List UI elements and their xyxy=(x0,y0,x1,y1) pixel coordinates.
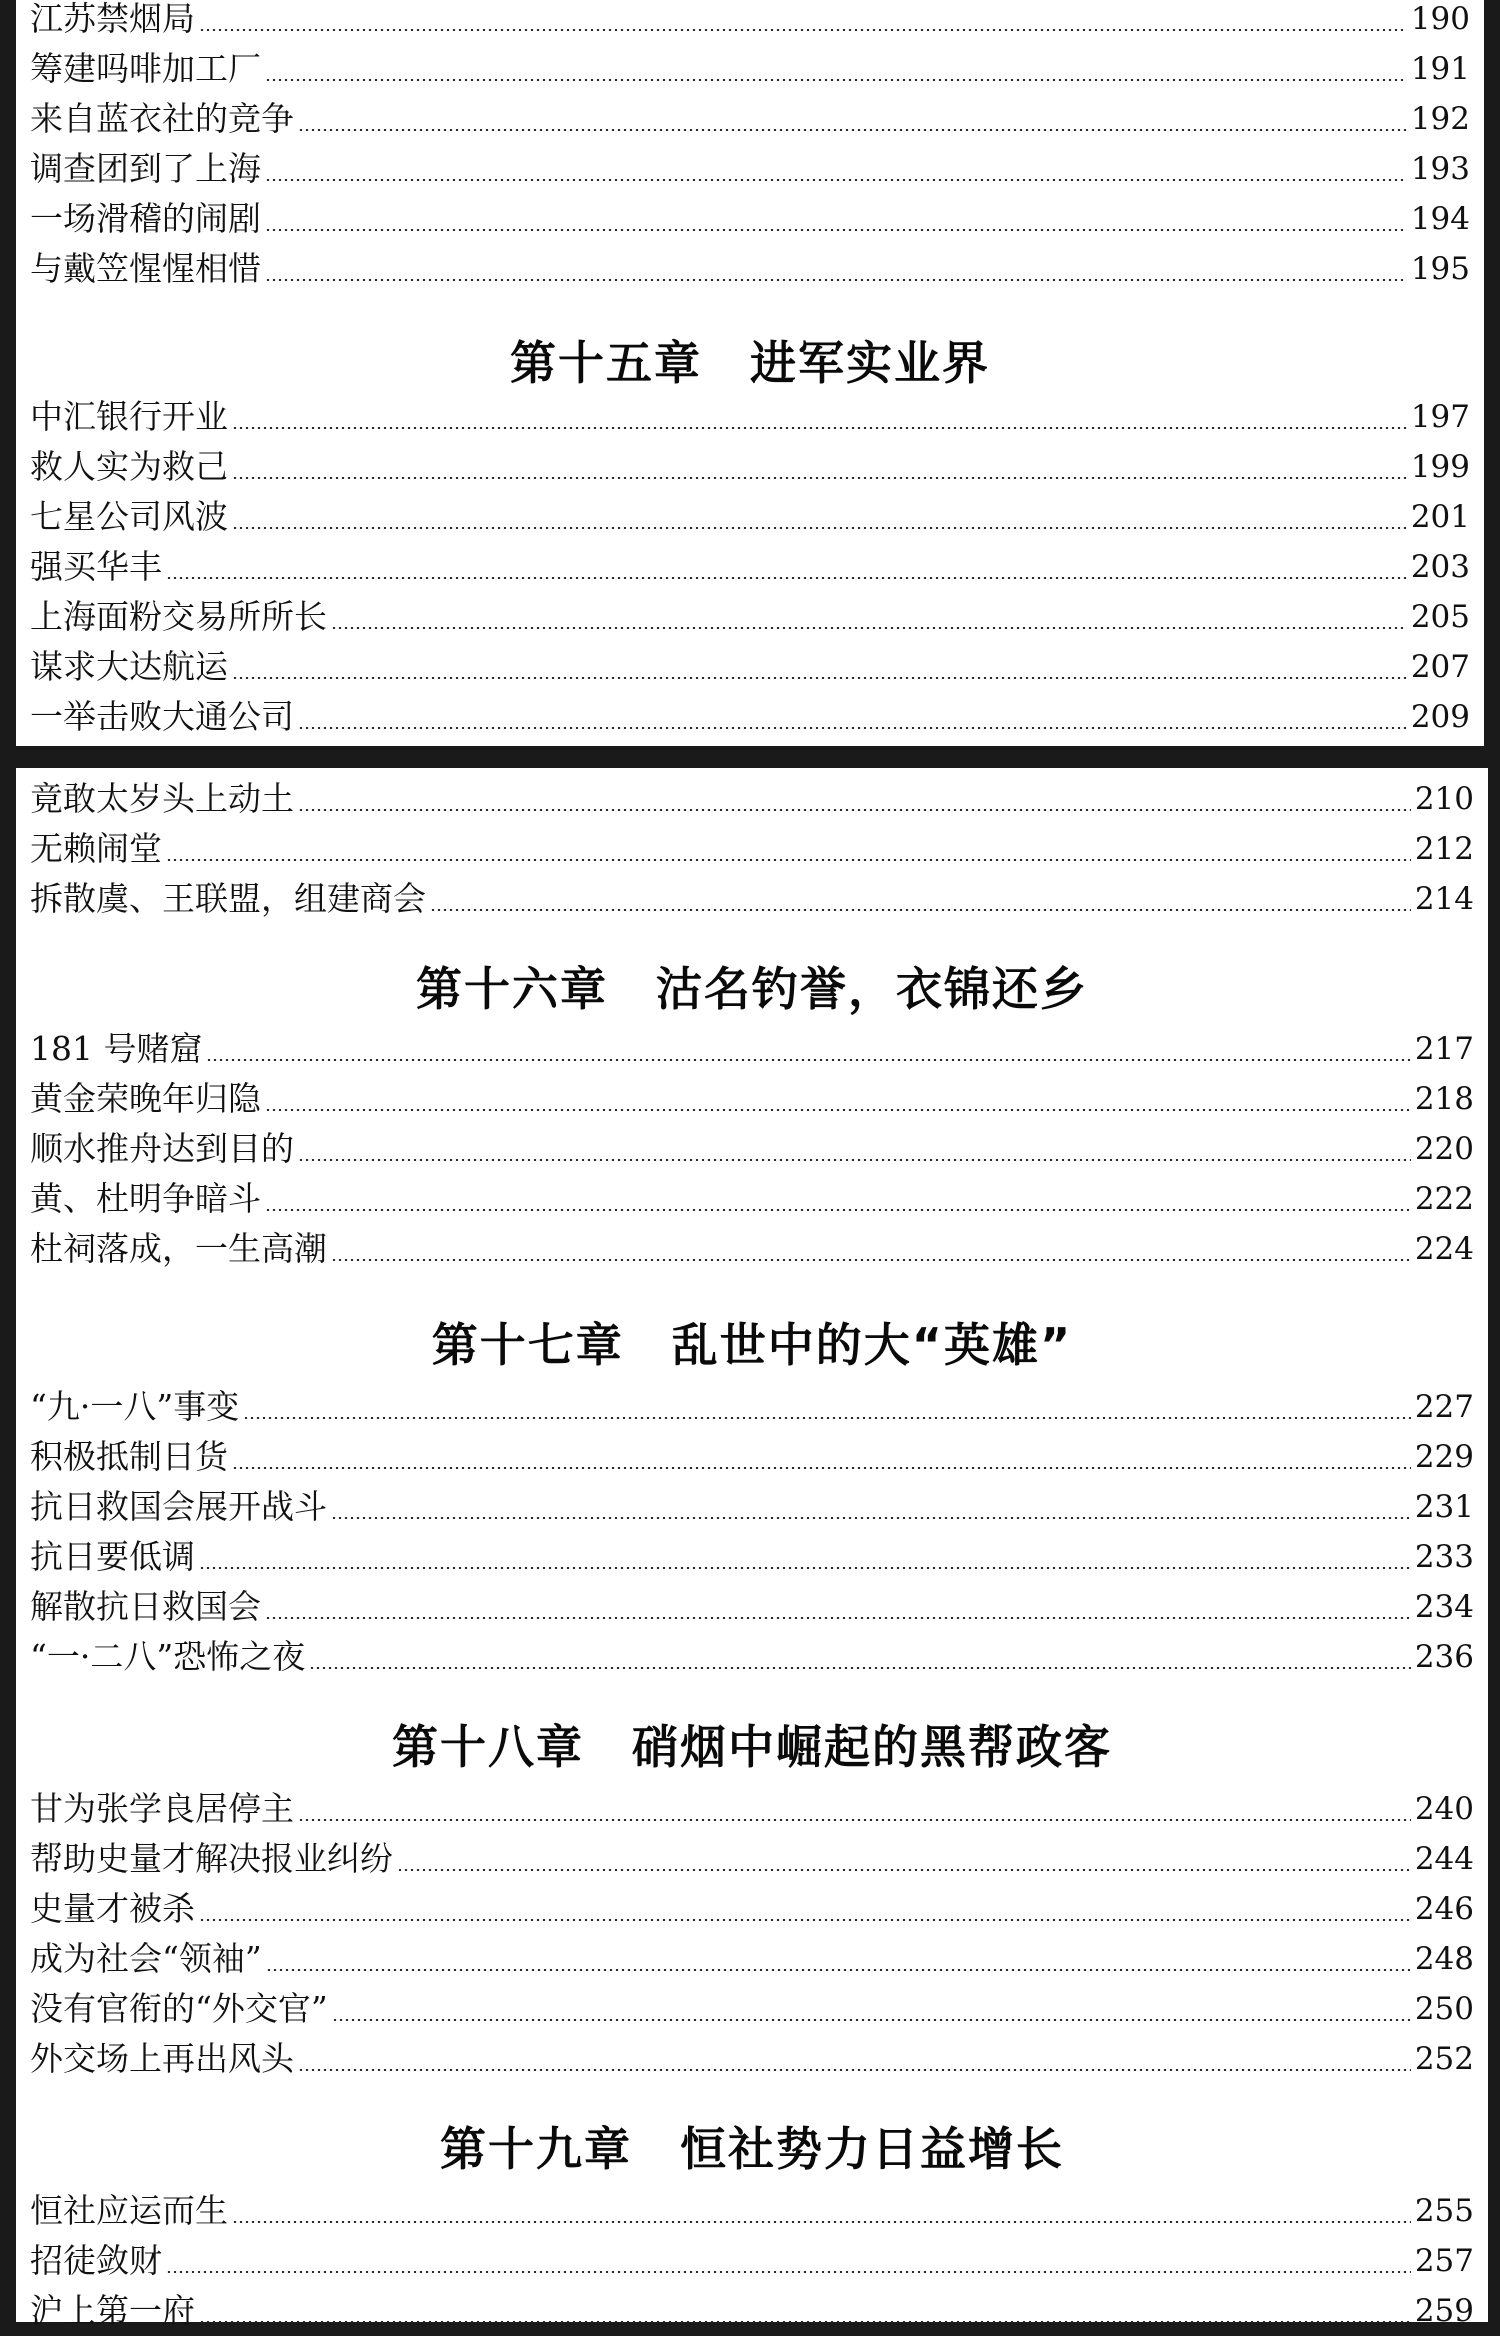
dot-leader xyxy=(332,2019,1411,2021)
toc-entry[interactable] xyxy=(30,442,1470,492)
dot-leader xyxy=(298,1159,1411,1161)
entry-page: 233 xyxy=(1414,1539,1474,1575)
dot-leader xyxy=(265,1209,1411,1211)
toc-entry[interactable] xyxy=(30,2286,1474,2336)
toc-entry[interactable] xyxy=(30,0,1470,44)
toc-entry[interactable] xyxy=(30,1124,1474,1174)
dot-leader xyxy=(232,527,1407,529)
entry-title: 黄、杜明争暗斗 xyxy=(30,1179,261,1218)
dot-leader xyxy=(232,1467,1411,1469)
entry-title: 救人实为救己 xyxy=(30,447,228,486)
toc-entry[interactable] xyxy=(30,2034,1474,2084)
entry-page: 234 xyxy=(1414,1589,1474,1625)
entry-page: 248 xyxy=(1414,1941,1474,1977)
entry-page: 193 xyxy=(1410,151,1470,187)
toc-entry[interactable] xyxy=(30,392,1470,442)
entry-page: 229 xyxy=(1414,1439,1474,1475)
dot-leader xyxy=(430,909,1411,911)
chapter-heading[interactable] xyxy=(16,1310,1488,1380)
entry-page: 209 xyxy=(1410,699,1470,735)
toc-entry[interactable] xyxy=(30,1834,1474,1884)
dot-leader xyxy=(331,1259,1411,1261)
entry-title: 抗日要低调 xyxy=(30,1537,195,1576)
toc-entry[interactable] xyxy=(30,542,1470,592)
entry-title: 抗日救国会展开战斗 xyxy=(30,1487,327,1526)
entry-page: 252 xyxy=(1414,2041,1474,2077)
entry-title: 调查团到了上海 xyxy=(30,149,261,188)
entry-page: 190 xyxy=(1410,1,1470,37)
dot-leader xyxy=(265,279,1407,281)
entry-page: 195 xyxy=(1410,251,1470,287)
entry-title: 江苏禁烟局 xyxy=(30,0,195,38)
dot-leader xyxy=(298,809,1411,811)
entry-title: 沪上第一府 xyxy=(30,2291,195,2330)
entry-page: 257 xyxy=(1414,2243,1474,2279)
toc-entry[interactable] xyxy=(30,1632,1474,1682)
toc-entry[interactable] xyxy=(30,1382,1474,1432)
entry-page: 227 xyxy=(1414,1389,1474,1425)
entry-page: 192 xyxy=(1410,101,1470,137)
entry-title: 黄金荣晚年归隐 xyxy=(30,1079,261,1118)
entry-page: 259 xyxy=(1414,2293,1474,2329)
entry-title: 史量才被杀 xyxy=(30,1889,195,1928)
entry-title: 没有官衔的“外交官” xyxy=(30,1989,328,2028)
entry-page: 214 xyxy=(1414,881,1474,917)
toc-entry[interactable] xyxy=(30,642,1470,692)
chapter-heading[interactable] xyxy=(16,954,1488,1024)
toc-entry[interactable] xyxy=(30,1482,1474,1532)
toc-entry[interactable] xyxy=(30,2186,1474,2236)
entry-page: 210 xyxy=(1414,781,1474,817)
toc-entry[interactable] xyxy=(30,1024,1474,1074)
chapter-title: 恒社势力日益增长 xyxy=(680,2122,1064,2176)
chapter-heading[interactable] xyxy=(16,2114,1488,2184)
entry-page: 205 xyxy=(1410,599,1470,635)
entry-page: 222 xyxy=(1414,1181,1474,1217)
entry-page: 250 xyxy=(1414,1991,1474,2027)
toc-entry[interactable] xyxy=(30,194,1470,244)
entry-page: 240 xyxy=(1414,1791,1474,1827)
toc-entry[interactable] xyxy=(30,774,1474,824)
toc-entry[interactable] xyxy=(30,1174,1474,1224)
entry-title: 拆散虞、王联盟，组建商会 xyxy=(30,879,426,918)
dot-leader xyxy=(199,2321,1411,2323)
toc-entry[interactable] xyxy=(30,824,1474,874)
toc-entry[interactable] xyxy=(30,1884,1474,1934)
entry-page: 197 xyxy=(1410,399,1470,435)
toc-entry[interactable] xyxy=(30,44,1470,94)
entry-title: 顺水推舟达到目的 xyxy=(30,1129,294,1168)
entry-title: 筹建吗啡加工厂 xyxy=(30,49,261,88)
dot-leader xyxy=(397,1869,1411,1871)
dot-leader xyxy=(265,79,1407,81)
toc-page-top xyxy=(16,0,1484,746)
chapter-title: 沽名钓誉，衣锦还乡 xyxy=(656,962,1088,1016)
entry-title: 一场滑稽的闹剧 xyxy=(30,199,261,238)
dot-leader xyxy=(199,1567,1411,1569)
entry-page: 199 xyxy=(1410,449,1470,485)
toc-entry[interactable] xyxy=(30,1934,1474,1984)
dot-leader xyxy=(331,627,1407,629)
dot-leader xyxy=(232,2221,1411,2223)
dot-leader xyxy=(232,477,1407,479)
entry-page: 244 xyxy=(1414,1841,1474,1877)
entry-title: 无赖闹堂 xyxy=(30,829,162,868)
entry-title: 与戴笠惺惺相惜 xyxy=(30,249,261,288)
chapter-title: 进军实业界 xyxy=(750,336,990,390)
dot-leader xyxy=(199,29,1407,31)
entry-page: 246 xyxy=(1414,1891,1474,1927)
dot-leader xyxy=(298,727,1407,729)
chapter-number: 第十五章 xyxy=(510,336,702,390)
toc-entry[interactable] xyxy=(30,1984,1474,2034)
entry-title: 181 号赌窟 xyxy=(30,1029,203,1068)
chapter-heading[interactable] xyxy=(16,1712,1488,1782)
dot-leader xyxy=(232,677,1407,679)
toc-entry[interactable] xyxy=(30,1582,1474,1632)
dot-leader xyxy=(266,1969,1411,1971)
entry-page: 255 xyxy=(1414,2193,1474,2229)
toc-entry[interactable] xyxy=(30,692,1470,742)
chapter-heading[interactable] xyxy=(16,328,1484,398)
dot-leader xyxy=(166,577,1407,579)
toc-entry[interactable] xyxy=(30,2236,1474,2286)
chapter-title: 硝烟中崛起的黑帮政客 xyxy=(632,1720,1112,1774)
toc-entry[interactable] xyxy=(30,244,1470,294)
chapter-title: 乱世中的大“英雄” xyxy=(671,1318,1073,1372)
entry-title: 外交场上再出风头 xyxy=(30,2039,294,2078)
dot-leader xyxy=(206,1059,1410,1061)
toc-entry[interactable] xyxy=(30,1432,1474,1482)
entry-title: 甘为张学良居停主 xyxy=(30,1789,294,1828)
dot-leader xyxy=(243,1417,1411,1419)
entry-title: 成为社会“领袖” xyxy=(30,1939,262,1978)
toc-entry[interactable] xyxy=(30,492,1470,542)
entry-title: 帮助史量才解决报业纠纷 xyxy=(30,1839,393,1878)
entry-title: 积极抵制日货 xyxy=(30,1437,228,1476)
dot-leader xyxy=(298,1819,1411,1821)
toc-entry[interactable] xyxy=(30,592,1470,642)
dot-leader xyxy=(265,1109,1411,1111)
chapter-number: 第十七章 xyxy=(431,1318,624,1372)
dot-leader xyxy=(309,1667,1411,1669)
entry-title: 一举击败大通公司 xyxy=(30,697,294,736)
toc-entry[interactable] xyxy=(30,1784,1474,1834)
entry-page: 231 xyxy=(1414,1489,1474,1525)
toc-entry[interactable] xyxy=(30,1532,1474,1582)
dot-leader xyxy=(265,229,1407,231)
entry-title: 谋求大达航运 xyxy=(30,647,228,686)
entry-page: 217 xyxy=(1414,1031,1474,1067)
entry-title: 招徒敛财 xyxy=(30,2241,162,2280)
dot-leader xyxy=(166,2271,1411,2273)
entry-page: 203 xyxy=(1410,549,1470,585)
chapter-number: 第十八章 xyxy=(392,1720,584,1774)
entry-title: 竟敢太岁头上动土 xyxy=(30,779,294,818)
chapter-number: 第十六章 xyxy=(416,962,608,1016)
toc-entry[interactable] xyxy=(30,144,1470,194)
entry-title: “九·一八”事变 xyxy=(30,1387,240,1426)
dot-leader xyxy=(298,2069,1411,2071)
dot-leader xyxy=(331,1517,1411,1519)
entry-page: 236 xyxy=(1414,1639,1474,1675)
entry-title: “一·二八”恐怖之夜 xyxy=(30,1637,306,1676)
chapter-number: 第十九章 xyxy=(440,2122,632,2176)
toc-entry[interactable] xyxy=(30,874,1474,924)
toc-page-bottom xyxy=(16,768,1488,2330)
dot-leader xyxy=(265,1617,1411,1619)
entry-title: 强买华丰 xyxy=(30,547,162,586)
dot-leader xyxy=(232,427,1407,429)
toc-entry[interactable] xyxy=(30,1224,1474,1274)
dot-leader xyxy=(199,1919,1411,1921)
entry-page: 194 xyxy=(1410,201,1470,237)
entry-page: 224 xyxy=(1414,1231,1474,1267)
entry-title: 七星公司风波 xyxy=(30,497,228,536)
entry-page: 218 xyxy=(1414,1081,1474,1117)
dot-leader xyxy=(298,129,1407,131)
entry-title: 杜祠落成，一生高潮 xyxy=(30,1229,327,1268)
entry-title: 中汇银行开业 xyxy=(30,397,228,436)
dot-leader xyxy=(265,179,1407,181)
entry-page: 191 xyxy=(1410,51,1470,87)
entry-page: 207 xyxy=(1410,649,1470,685)
dot-leader xyxy=(166,859,1411,861)
entry-page: 212 xyxy=(1414,831,1474,867)
entry-title: 上海面粉交易所所长 xyxy=(30,597,327,636)
entry-page: 201 xyxy=(1410,499,1470,535)
entry-title: 恒社应运而生 xyxy=(30,2191,228,2230)
toc-entry[interactable] xyxy=(30,1074,1474,1124)
entry-page: 220 xyxy=(1414,1131,1474,1167)
toc-entry[interactable] xyxy=(30,94,1470,144)
entry-title: 来自蓝衣社的竞争 xyxy=(30,99,294,138)
entry-title: 解散抗日救国会 xyxy=(30,1587,261,1626)
